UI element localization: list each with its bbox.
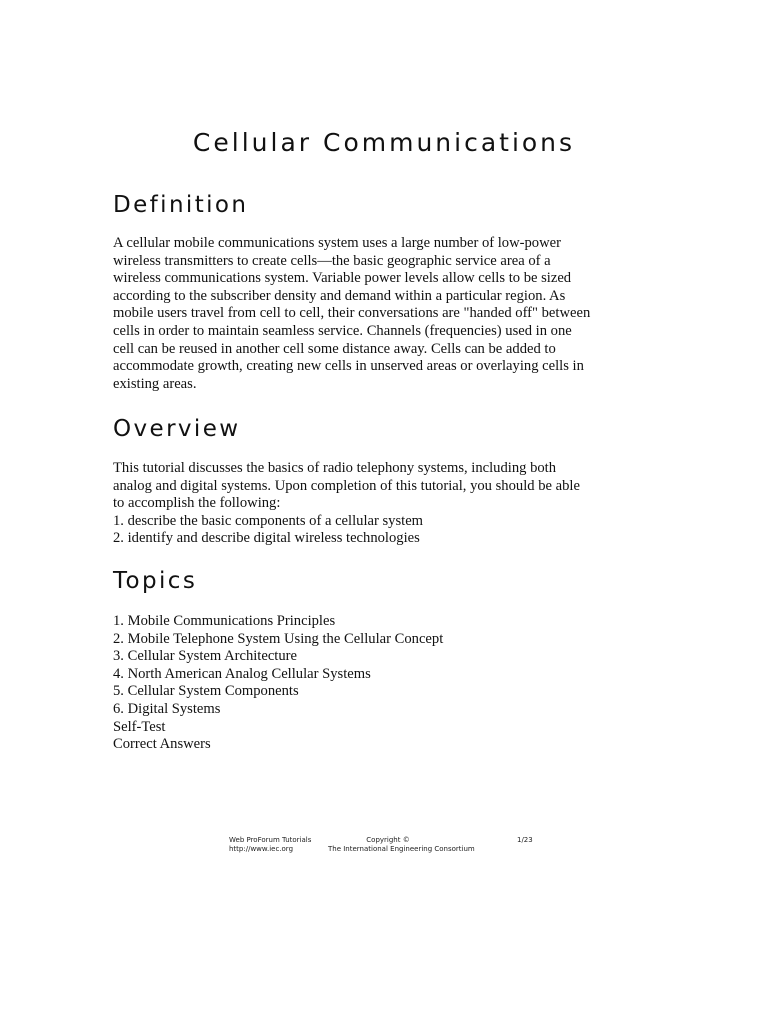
definition-line: cells in order to maintain seamless service. Channels (frequencies) used in one xyxy=(113,322,572,339)
definition-line: accommodate growth, creating new cells in unserved areas or overlaying cells in xyxy=(113,358,584,375)
definition-line: cell can be reused in another cell some distance away. Cells can be added to xyxy=(113,340,556,357)
topic-item: 6. Digital Systems xyxy=(113,700,221,717)
footer-tutorials-label: Web ProForum Tutorials xyxy=(229,836,312,844)
definition-paragraph xyxy=(113,235,613,393)
overview-list-item: 1. describe the basic components of a cellular system xyxy=(113,512,424,529)
overview-line: analog and digital systems. Upon completion of this tutorial, you should be able xyxy=(113,477,580,494)
definition-line: A cellular mobile communications system uses a large number of low-power xyxy=(113,235,561,251)
definition-line: according to the subscriber density and demand within a particular region. As xyxy=(113,287,566,304)
topic-item: 2. Mobile Telephone System Using the Cellular Concept xyxy=(113,630,444,647)
topic-item: 5. Cellular System Components xyxy=(113,683,299,700)
footer-url: http://www.iec.org xyxy=(229,845,294,853)
overview-line: to accomplish the following: xyxy=(113,495,281,512)
footer-organization: The International Engineering Consortium xyxy=(328,845,475,853)
topic-item: 3. Cellular System Architecture xyxy=(113,648,297,665)
footer-page-number: 1/23 xyxy=(517,836,533,844)
topic-item: Self-Test xyxy=(113,718,166,735)
definition-line: existing areas. xyxy=(113,375,197,392)
definition-line: mobile users travel from cell to cell, their conversations are "handed off" between xyxy=(113,305,591,322)
topics-list xyxy=(113,613,613,754)
overview-paragraph xyxy=(113,460,613,548)
topic-item: Correct Answers xyxy=(113,736,211,753)
footer-right xyxy=(517,836,533,845)
overview-heading: Overview xyxy=(113,416,241,442)
footer-copyright: Copyright © xyxy=(366,836,410,844)
document-title: Cellular Communications xyxy=(192,128,576,157)
overview-list-item: 2. identify and describe digital wireless technologies xyxy=(113,530,420,547)
footer-left xyxy=(229,836,311,854)
definition-heading: Definition xyxy=(113,192,249,218)
footer-center xyxy=(328,836,475,854)
definition-line: wireless transmitters to create cells—the basic geographic service area of a xyxy=(113,252,551,269)
topics-heading: Topics xyxy=(113,568,198,594)
topic-item: 4. North American Analog Cellular Systems xyxy=(113,665,371,682)
definition-line: wireless communications system. Variable power levels allow cells to be sized xyxy=(113,270,572,287)
topic-item: 1. Mobile Communications Principles xyxy=(113,613,336,629)
overview-line: This tutorial discusses the basics of radio telephony systems, including both xyxy=(113,460,557,476)
